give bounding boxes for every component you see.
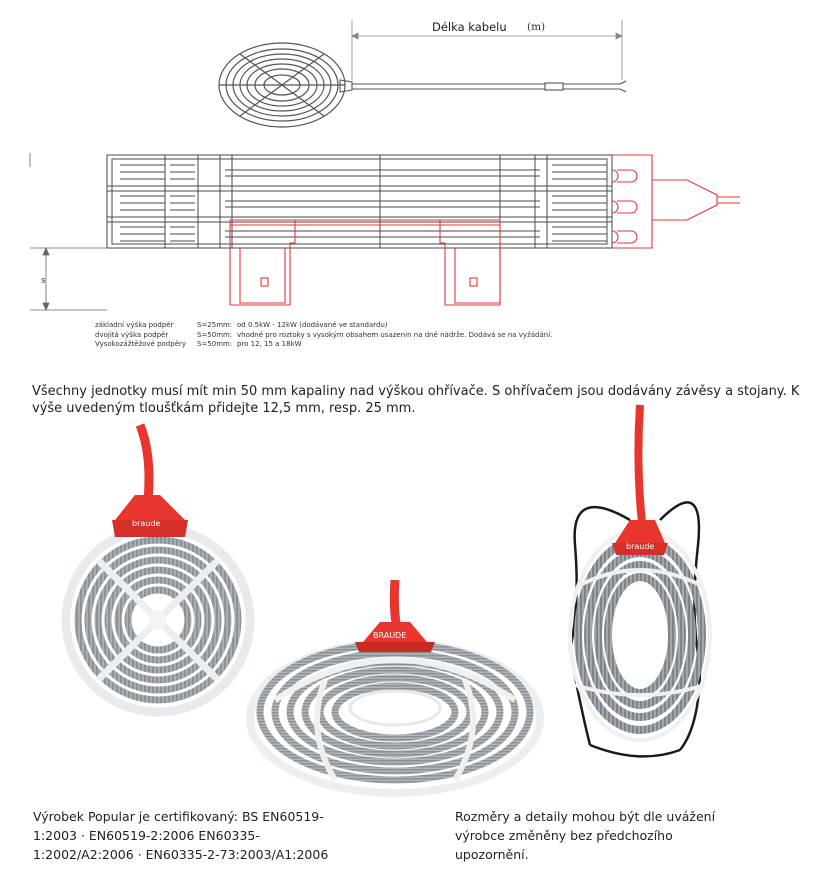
dimension-s-label: s — [41, 276, 46, 286]
brand-logo-right: braude — [626, 542, 655, 551]
brand-logo-left: braude — [132, 519, 161, 528]
product-photo-round-coil — [60, 425, 260, 735]
cable-length-label: Délka kabelu — [432, 20, 507, 34]
disclaimer-caption: Rozměry a detaily mohou být dle uvážení výrobce změněny bez předchozího upozornění. — [455, 809, 716, 862]
cable-length-unit: (m) — [527, 21, 546, 33]
brand-logo-center: BRAUDE — [373, 631, 407, 640]
intro-paragraph: Všechny jednotky musí mít min 50 mm kapaliny nad výškou ohřívače. S ohřívačem jsou dodávány závěsy a stojany. K výše uvedeným tloušťkám přidejte 12,5 mm, resp. 25 mm. — [32, 384, 800, 416]
certification-caption: Výrobek Popular je certifikovaný: BS EN60519-1:2003 · EN60519-2:2006 EN60335-1:2002/A2:2006 · EN60335-2-73:2003/A1:2006 — [33, 809, 329, 862]
support-row: Vysokozážtěžové podpěry S=50mm: pro 12, 15 a 18kW — [95, 340, 302, 348]
support-table — [95, 321, 552, 350]
coil-top-view-drawing — [0, 0, 838, 140]
support-row: základní výška podpěr S=25mm: od 0.5kW - 12kW (dodávané ve standardu) — [95, 321, 388, 329]
heater-side-view-drawing — [0, 145, 838, 315]
product-photo-hanging-coil — [560, 405, 720, 765]
product-photo-oval-coil — [245, 580, 550, 800]
support-row: dvojitá výška podpěr S=50mm: vhodné pro roztoky s vysokým obsahem usazenin na dně nádrže. Dodává se na vyžádání. — [95, 330, 553, 339]
